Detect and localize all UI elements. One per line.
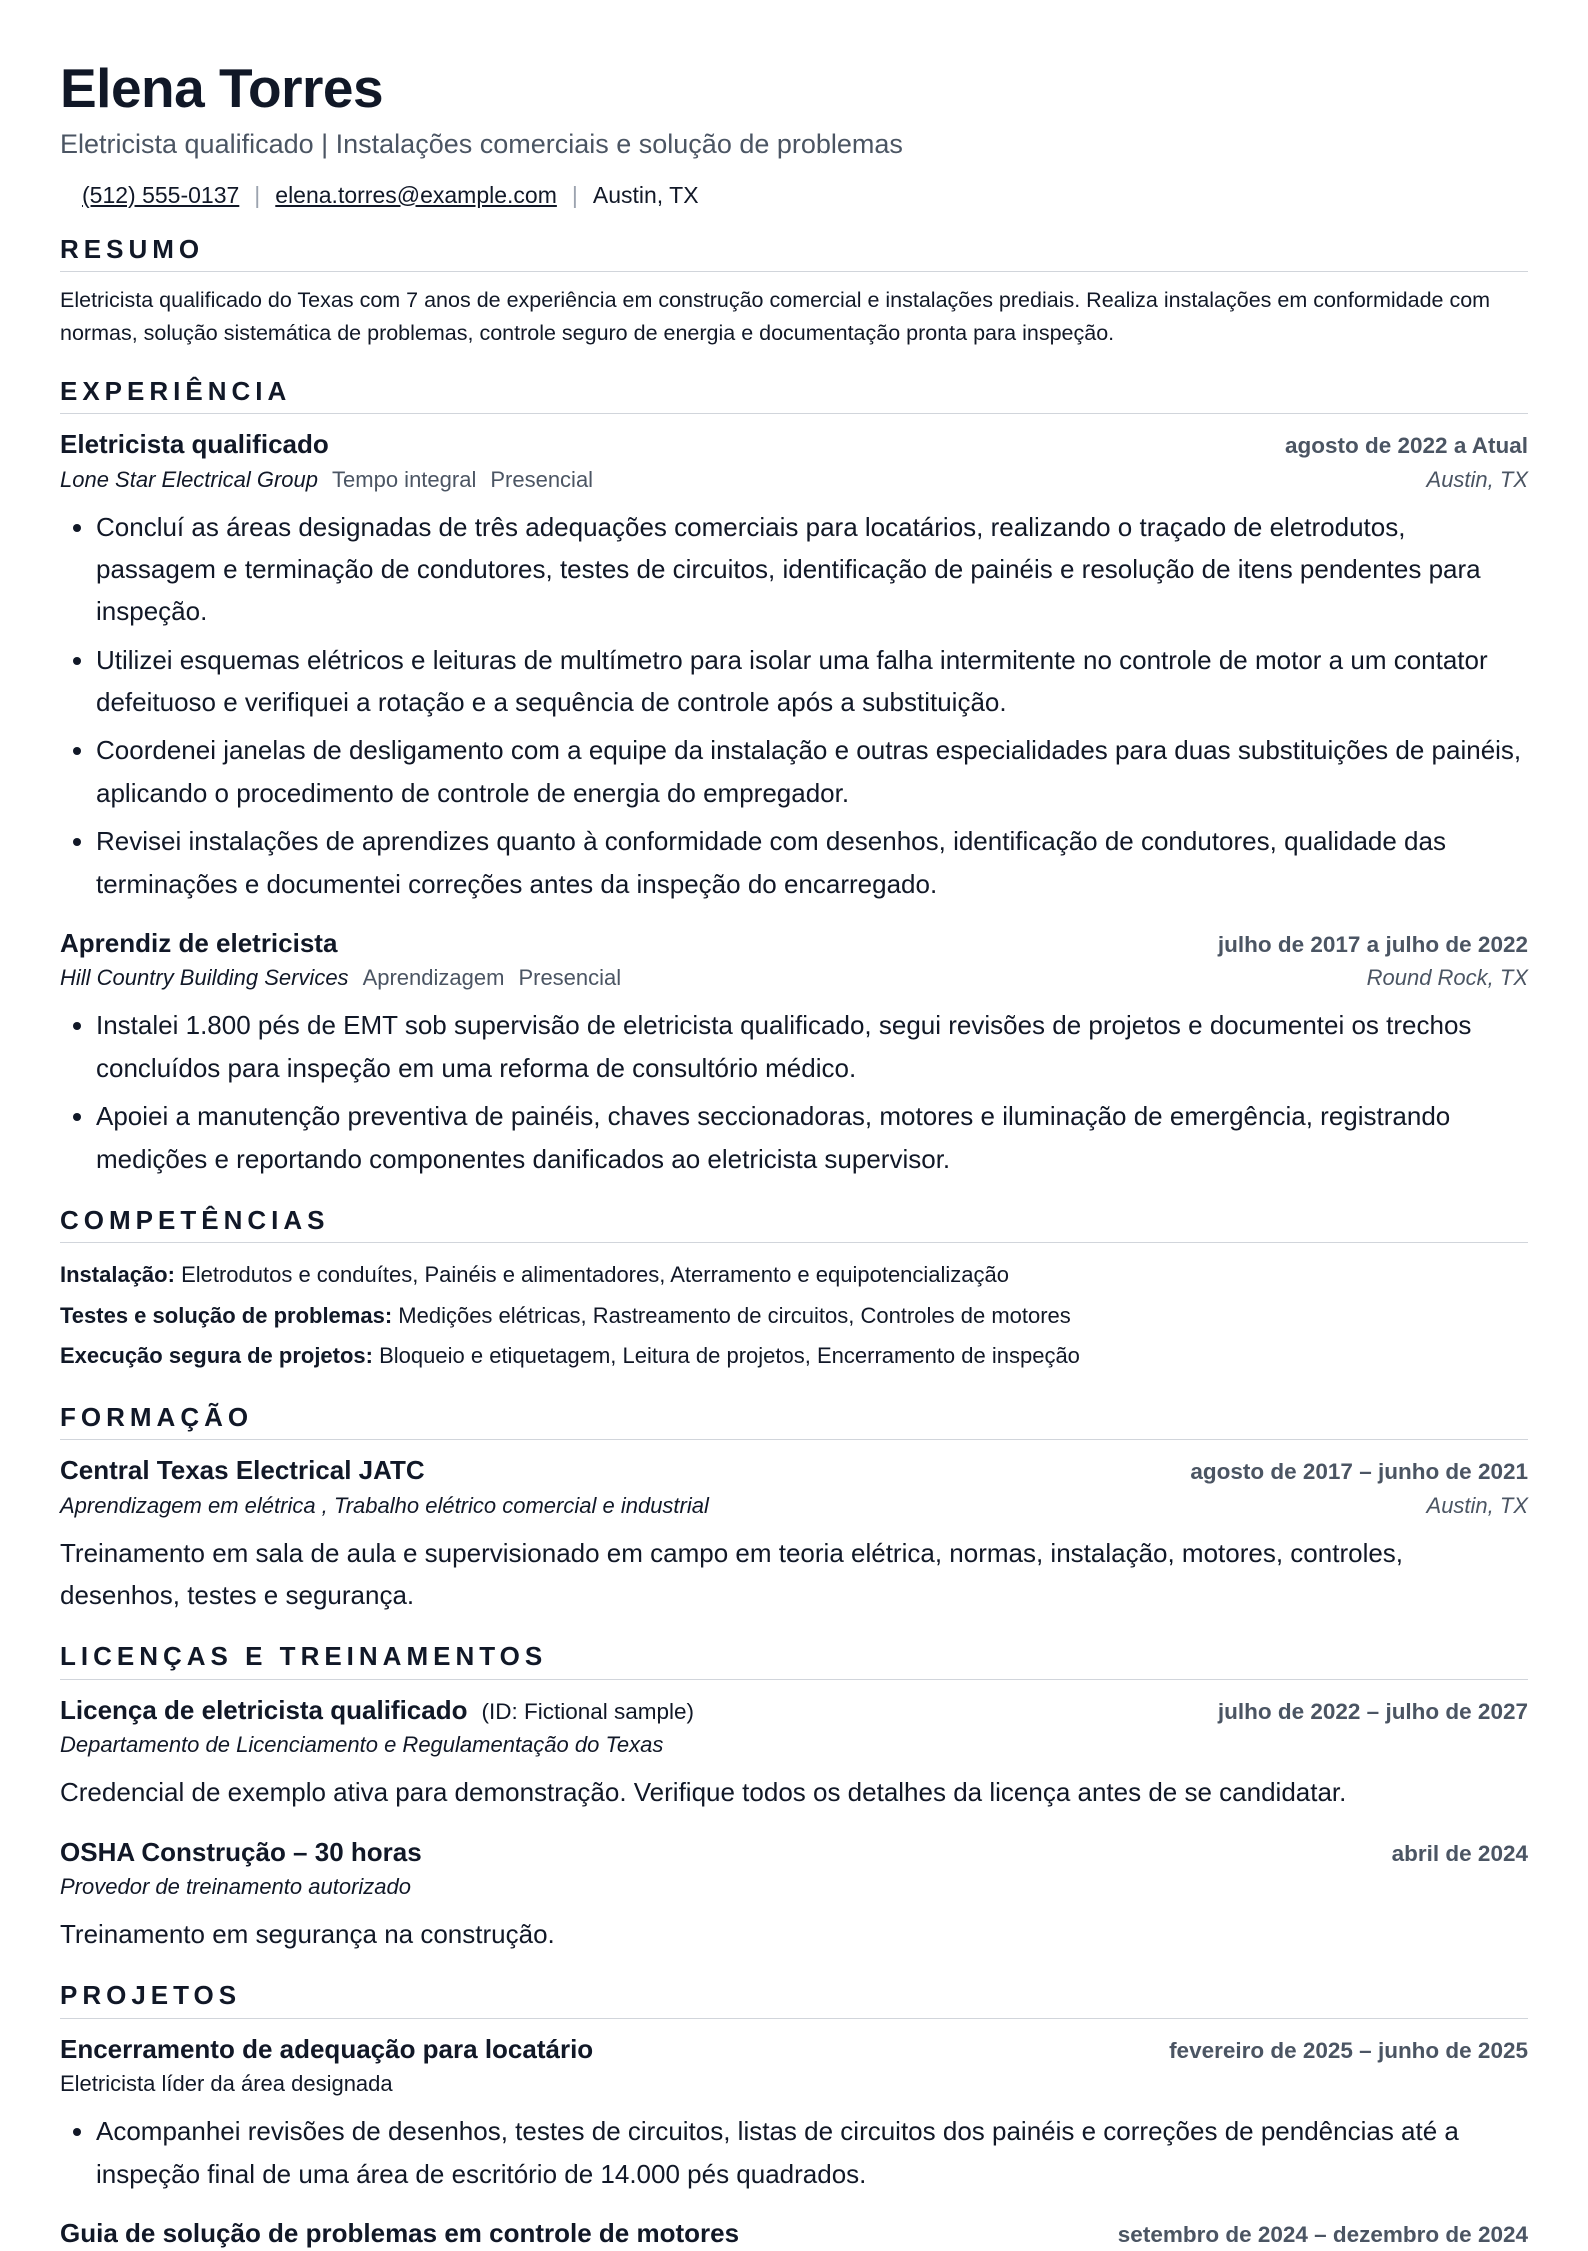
work-mode: Presencial (490, 466, 594, 492)
skill-label: Testes e solução de problemas: (60, 1302, 393, 1328)
education-dates: agosto de 2017 – junho de 2021 (1190, 1459, 1528, 1485)
job-location: Round Rock, TX (1366, 965, 1528, 991)
bullet-item: • Revisei instalações de aprendizes quanto à conformidade com desenhos, identificação de condutores, qualidade das terminações e documentei correções antes da inspeção do encarregado. (96, 820, 1528, 905)
skill-label: Instalação: (60, 1262, 175, 1288)
location-text: Austin, TX (592, 181, 699, 208)
skill-group (60, 1255, 1528, 1295)
job-dates: julho de 2017 a julho de 2022 (1217, 931, 1528, 957)
project-entry (60, 2031, 1528, 2195)
summary-section (60, 233, 1528, 351)
bullet-item: • Concluí as áreas designadas de três adequações comerciais para locatários, realizando o traçado de eletrodutos, passagem e terminação de condutores, testes de circuitos, identificação de painéis e resolução de itens pendentes para inspeção. (96, 506, 1528, 633)
contact-separator: | (571, 181, 578, 208)
company-name: Hill Country Building Services (60, 965, 349, 991)
employment-type: Tempo integral (332, 466, 477, 492)
section-title-projects: PROJETOS (60, 1979, 1528, 2019)
institution-name: Central Texas Electrical JATC (60, 1455, 425, 1486)
training-dates: abril de 2024 (1391, 1840, 1528, 1866)
license-id: (ID: Fictional sample) (481, 1698, 695, 1724)
license-description: Credencial de exemplo ativa para demonstração. Verifique todos os detalhes da licença antes de se candidatar. (60, 1777, 1347, 1808)
contact-line (82, 182, 1528, 209)
work-mode: Presencial (518, 965, 622, 991)
project-dates: setembro de 2024 – dezembro de 2024 (1117, 2222, 1528, 2248)
license-entry (60, 1692, 1528, 1814)
candidate-name: Elena Torres (60, 57, 384, 119)
email-link[interactable]: elena.torres@example.com (275, 181, 557, 208)
section-title-education: FORMAÇÃO (60, 1401, 1528, 1441)
job-dates: agosto de 2022 a Atual (1285, 433, 1528, 459)
skill-group (60, 1336, 1528, 1376)
summary-text: Eletricista qualificado do Texas com 7 anos de experiência em construção comercial e instalações prediais. Realiza instalações em conformidade com normas, solução sistemática de problemas, controle seguro de energia e documentação pronta para inspeção. (60, 288, 1491, 346)
project-bullets (60, 2110, 1528, 2195)
bullet-item: • Instalei 1.800 pés de EMT sob supervisão de eletricista qualificado, segui revisões de projetos e documentei os trechos concluídos para inspeção em uma reforma de consultório médico. (96, 1004, 1528, 1089)
section-title-skills: COMPETÊNCIAS (60, 1204, 1528, 1244)
phone-link[interactable]: (512) 555-0137 (82, 181, 240, 208)
headline: Eletricista qualificado | Instalações comerciais e solução de problemas (60, 128, 903, 159)
project-name: Guia de solução de problemas em controle de motores (60, 2218, 740, 2249)
section-title-experience: EXPERIÊNCIA (60, 375, 1528, 415)
training-description: Treinamento em segurança na construção. (60, 1919, 555, 1950)
skills-section (60, 1204, 1528, 1377)
project-role: Eletricista líder da área designada (60, 2071, 393, 2097)
bullet-item: • Coordenei janelas de desligamento com a equipe da instalação e outras especialidades para duas substituições de painéis, aplicando o procedimento de controle de energia do empregador. (96, 729, 1528, 814)
employment-type: Aprendizagem (362, 965, 505, 991)
program-name: Aprendizagem em elétrica , Trabalho elétrico comercial e industrial (60, 1492, 709, 1518)
skill-items: Medições elétricas, Rastreamento de circuitos, Controles de motores (398, 1302, 1071, 1328)
project-name: Encerramento de adequação para locatário (60, 2033, 594, 2064)
job-bullets (60, 506, 1528, 905)
education-description: Treinamento em sala de aula e supervisionado em campo em teoria elétrica, normas, instalação, motores, controles, desenhos, testes e segurança. (60, 1537, 1404, 1611)
licenses-section (60, 1640, 1528, 1955)
bullet-item: • Utilizei esquemas elétricos e leituras de multímetro para isolar uma falha intermitente no controle de motor a um contator defeituoso e verifiquei a rotação e a sequência de controle após a substituição. (96, 639, 1528, 724)
skill-items: Bloqueio e etiquetagem, Leitura de projetos, Encerramento de inspeção (379, 1343, 1080, 1369)
bullet-item: • Acompanhei revisões de desenhos, testes de circuitos, listas de circuitos dos painéis e correções de pendências até a inspeção final de uma área de escritório de 14.000 pés quadrados. (96, 2110, 1528, 2195)
license-name: Licença de eletricista qualificado (60, 1694, 468, 1725)
job-title: Eletricista qualificado (60, 429, 329, 460)
license-dates: julho de 2022 – julho de 2027 (1217, 1698, 1528, 1724)
project-dates: fevereiro de 2025 – junho de 2025 (1169, 2037, 1528, 2063)
license-entry (60, 1834, 1528, 1956)
skill-group (60, 1296, 1528, 1336)
training-provider: Provedor de treinamento autorizado (60, 1874, 411, 1900)
skill-label: Execução segura de projetos: (60, 1343, 373, 1369)
experience-entry (60, 925, 1528, 1180)
education-entry (60, 1452, 1528, 1616)
contact-separator: | (254, 181, 261, 208)
job-location: Austin, TX (1426, 466, 1528, 492)
section-title-summary: RESUMO (60, 233, 1528, 273)
experience-entry (60, 426, 1528, 905)
job-title: Aprendiz de eletricista (60, 927, 338, 958)
education-location: Austin, TX (1426, 1492, 1528, 1518)
skill-items: Eletrodutos e conduítes, Painéis e alimentadores, Aterramento e equipotencialização (181, 1262, 1010, 1288)
training-name: OSHA Construção – 30 horas (60, 1836, 422, 1867)
section-title-licenses: LICENÇAS E TREINAMENTOS (60, 1640, 1528, 1680)
job-bullets (60, 1004, 1528, 1180)
bullet-item: • Apoiei a manutenção preventiva de painéis, chaves seccionadoras, motores e iluminação de emergência, registrando medições e reportando componentes danificados ao eletricista supervisor. (96, 1095, 1528, 1180)
license-issuer: Departamento de Licenciamento e Regulamentação do Texas (60, 1732, 664, 1758)
projects-section (60, 1979, 1528, 2251)
education-section (60, 1401, 1528, 1617)
experience-section (60, 375, 1528, 1180)
company-name: Lone Star Electrical Group (60, 466, 319, 492)
